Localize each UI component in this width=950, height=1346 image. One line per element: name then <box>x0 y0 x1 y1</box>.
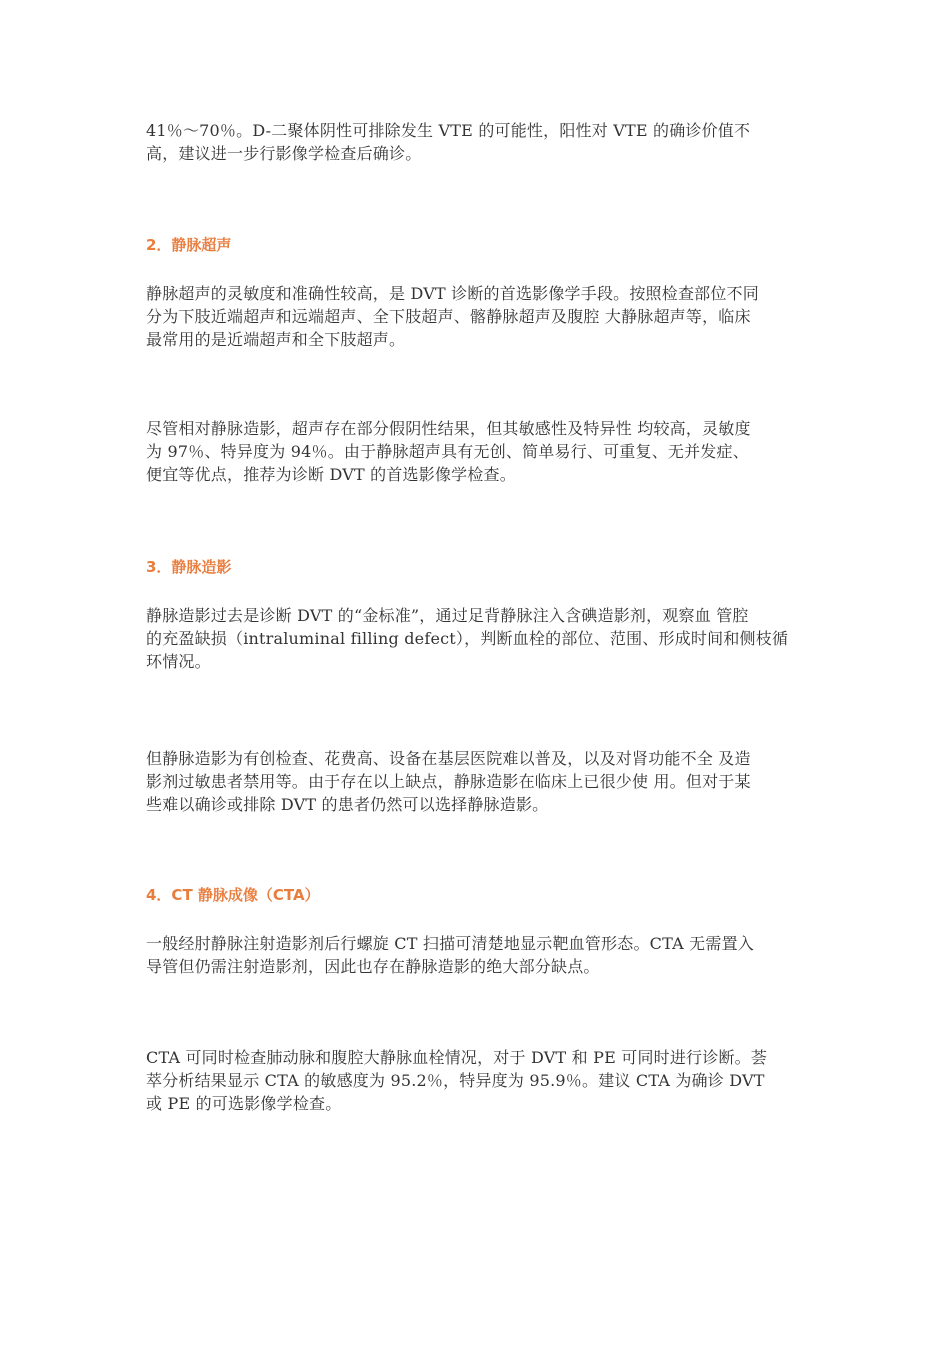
section-heading-venous-ultrasound: 2．静脉超声 <box>146 236 232 254</box>
paragraph-venography-intro <box>146 604 808 673</box>
text-line: 些难以确诊或排除 DVT 的患者仍然可以选择静脉造影。 <box>146 795 549 814</box>
paragraph-d-dimer <box>146 119 808 165</box>
text-line: 或 PE 的可选影像学检查。 <box>146 1094 342 1113</box>
text-line: CTA 可同时检查肺动脉和腹腔大静脉血栓情况，对于 DVT 和 PE 可同时进行诊断。荟 <box>146 1048 768 1067</box>
text-line: 最常用的是近端超声和全下肢超声。 <box>146 330 406 349</box>
section-heading-venography: 3．静脉造影 <box>146 558 232 576</box>
paragraph-ultrasound-sensitivity <box>146 417 808 486</box>
text-line: 分为下肢近端超声和远端超声、全下肢超声、髂静脉超声及腹腔 大静脉超声等，临床 <box>146 307 751 326</box>
text-line: 为 97％、特异度为 94％。由于静脉超声具有无创、简单易行、可重复、无并发症、 <box>146 442 749 461</box>
text-line: 环情况。 <box>146 652 211 671</box>
paragraph-venography-limitations <box>146 747 808 816</box>
text-line: 高，建议进一步行影像学检查后确诊。 <box>146 144 422 163</box>
paragraph-ultrasound-intro <box>146 282 808 351</box>
text-line: 的充盈缺损（intraluminal filling defect），判断血栓的部位、范围、形成时间和侧枝循 <box>146 629 789 648</box>
text-line: 影剂过敏患者禁用等。由于存在以上缺点，静脉造影在临床上已很少使 用。但对于某 <box>146 772 751 791</box>
text-line: 便宜等优点，推荐为诊断 DVT 的首选影像学检查。 <box>146 465 516 484</box>
section-heading-ct-venography: 4．CT 静脉成像（CTA） <box>146 886 320 904</box>
paragraph-cta-intro <box>146 932 808 978</box>
text-line: 静脉超声的灵敏度和准确性较高，是 DVT 诊断的首选影像学手段。按照检查部位不同 <box>146 284 759 303</box>
text-line: 尽管相对静脉造影，超声存在部分假阴性结果，但其敏感性及特异性 均较高，灵敏度 <box>146 419 751 438</box>
text-line: 41％～70％。D-二聚体阴性可排除发生 VTE 的可能性，阳性对 VTE 的确诊价值不 <box>146 121 751 140</box>
text-line: 萃分析结果显示 CTA 的敏感度为 95.2％，特异度为 95.9％。建议 CTA 为确诊 DVT <box>146 1071 765 1090</box>
text-line: 但静脉造影为有创检查、花费高、设备在基层医院难以普及，以及对肾功能不全 及造 <box>146 749 751 768</box>
paragraph-cta-meta-analysis <box>146 1046 808 1115</box>
text-line: 静脉造影过去是诊断 DVT 的“金标准”，通过足背静脉注入含碘造影剂，观察血 管腔 <box>146 606 749 625</box>
text-line: 一般经肘静脉注射造影剂后行螺旋 CT 扫描可清楚地显示靶血管形态。CTA 无需置入 <box>146 934 754 953</box>
text-line: 导管但仍需注射造影剂，因此也存在静脉造影的绝大部分缺点。 <box>146 957 600 976</box>
